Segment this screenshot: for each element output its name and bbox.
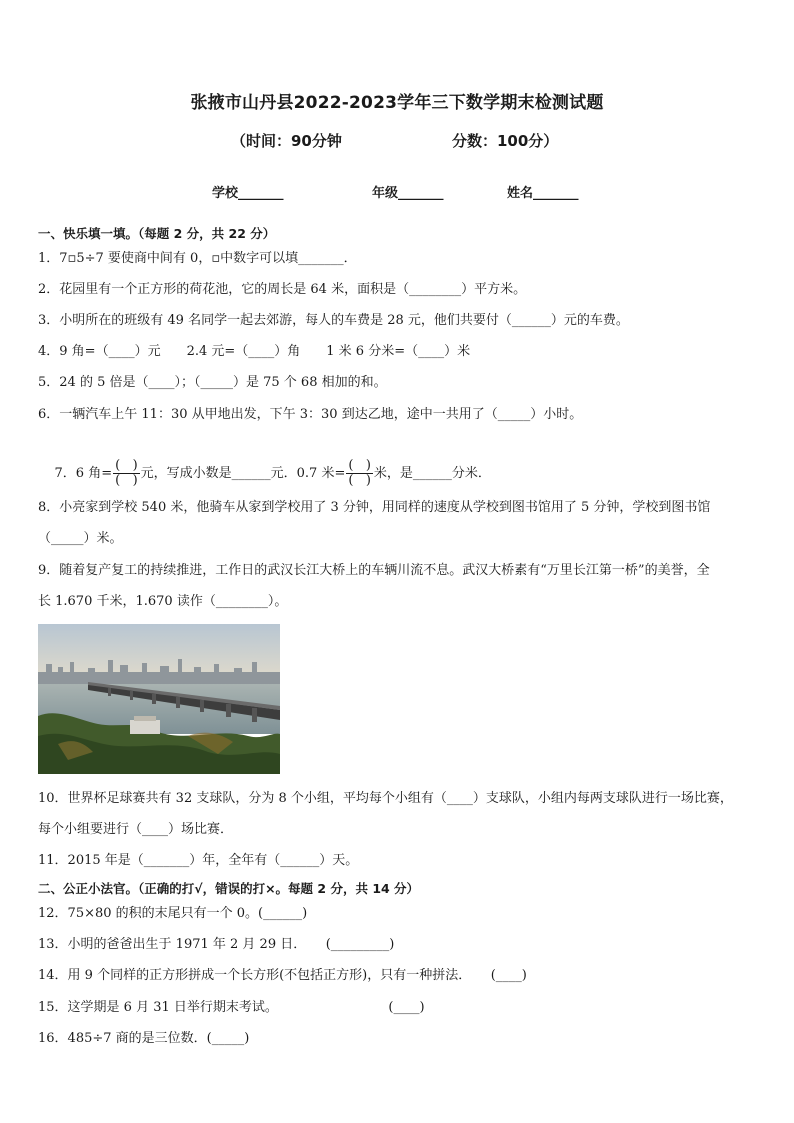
q7-fraction-1 (113, 459, 140, 488)
q7-fraction-2-num: ( ) (348, 458, 371, 473)
question-5: 5．24 的 5 倍是（____）；（_____）是 75 个 68 相加的和。 (38, 375, 387, 390)
question-10-line-2: 每个小组要进行（____）场比赛． (38, 822, 234, 837)
q7-fraction-2-den: ( ) (348, 473, 371, 488)
exam-score: 分数：100分） (452, 132, 559, 150)
wuhan-bridge-photo (38, 624, 280, 774)
question-13: 13．小明的爸爸出生于 1971 年 2 月 29 日． (_________) (38, 937, 395, 952)
school-field: 学校_______ (212, 186, 284, 201)
question-11: 11．2015 年是（_______）年，全年有（______）天。 (38, 853, 359, 868)
q7-part3: 米，是______分米． (373, 466, 491, 481)
exam-time: （时间：90分钟 (231, 132, 342, 150)
section-heading-judge: 二、公正小法官。（正确的打√，错误的打×。每题 2 分，共 14 分） (38, 881, 420, 896)
question-1: 1．7▫5÷7 要使商中间有 0，▫中数字可以填_______． (38, 251, 357, 266)
q7-part2: 元，写成小数是______元．0.7 米= (140, 466, 346, 481)
question-2: 2．花园里有一个正方形的荷花池，它的周长是 64 米，面积是（________）平方米。 (38, 282, 527, 297)
question-8-line-1: 8．小亮家到学校 540 米，他骑车从家到学校用了 3 分钟，用同样的速度从学校到图书馆用了 5 分钟，学校到图书馆 (38, 500, 711, 515)
question-4: 4．9 角=（____）元 2.4 元=（____）角 1 米 6 分米=（____）米 (38, 344, 471, 359)
q7-part1: 7．6 角= (54, 466, 113, 481)
question-9-line-1: 9．随着复产复工的持续推进，工作日的武汉长江大桥上的车辆川流不息。武汉大桥素有“万里长江第一桥”的美誉，全 (38, 563, 710, 578)
question-3: 3．小明所在的班级有 49 名同学一起去郊游，每人的车费是 28 元，他们共要付（______）元的车费。 (38, 313, 629, 328)
question-15: 15．这学期是 6 月 31 日举行期末考试。 (____) (38, 1000, 425, 1015)
exam-title: 张掖市山丹县2022-2023学年三下数学期末检测试题 (190, 93, 604, 113)
q7-fraction-1-den: ( ) (115, 473, 138, 488)
question-16: 16．485÷7 商的是三位数．(_____) (38, 1031, 250, 1046)
question-12: 12．75×80 的积的末尾只有一个 0。(______) (38, 906, 308, 921)
question-10-line-1: 10．世界杯足球赛共有 32 支球队，分为 8 个小组，平均每个小组有（____）支球队，小组内每两支球队进行一场比赛， (38, 791, 733, 806)
question-7 (38, 441, 491, 506)
question-9-line-2: 长 1.670 千米，1.670 读作（________）。 (38, 594, 288, 609)
question-14: 14．用 9 个同样的正方形拼成一个长方形(不包括正方形)，只有一种拼法． (____) (38, 968, 527, 983)
section-heading-fill: 一、快乐填一填。（每题 2 分，共 22 分） (38, 226, 276, 241)
question-8-line-2: （_____）米。 (38, 531, 123, 546)
q7-fraction-1-num: ( ) (115, 458, 138, 473)
q7-fraction-2 (346, 459, 373, 488)
question-6: 6．一辆汽车上午 11：30 从甲地出发，下午 3：30 到达乙地，途中一共用了（_____）小时。 (38, 407, 583, 422)
grade-field: 年级_______ (372, 186, 444, 201)
name-field: 姓名_______ (507, 186, 579, 201)
